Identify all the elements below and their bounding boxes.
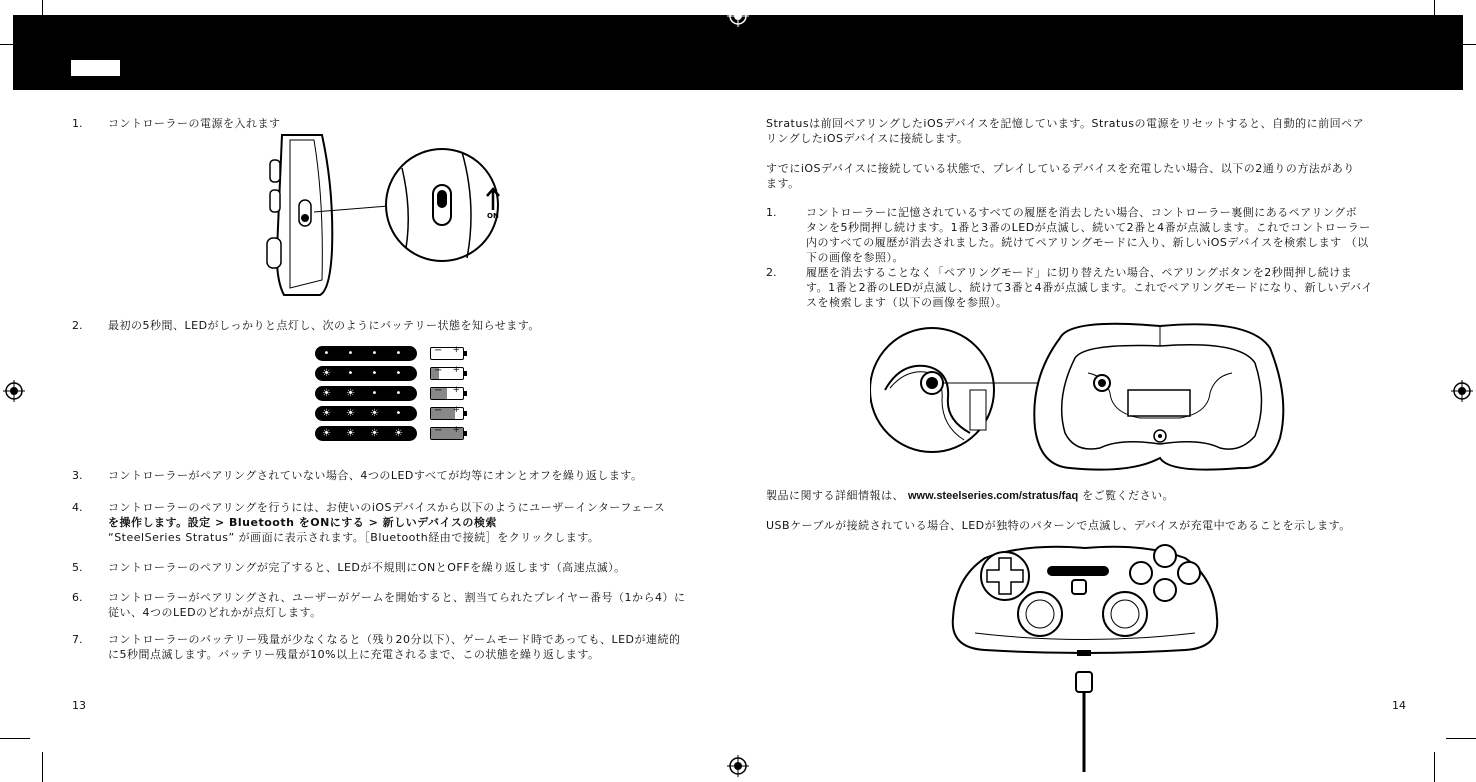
step-text: コントローラーのペアリングが完了すると、LEDが不規則にONとOFFを繰り返します（高速点滅）。 [108,561,626,574]
usb-note: USBケーブルが接続されている場合、LEDが独特のパターンで点滅し、デバイスが充電中であることを示します。 [766,519,1351,532]
minus-icon: − [434,425,443,436]
led-off-icon: • [395,408,402,419]
led-on-icon: ☀ [322,408,331,419]
info-text [766,488,1174,504]
led-on-icon: ☀ [322,388,331,399]
crop-mark [0,738,30,739]
crop-mark [1434,752,1435,782]
step-text: 下の画像を参照）。 [806,251,904,264]
step-text: “SteelSeries Stratus” が画面に表示されます。［Bluetooth経由で接続］をクリックします。 [108,531,600,544]
plus-icon: + [452,365,460,375]
usb-charging-illustration [945,538,1225,772]
step-text: スを検索します（以下の画像を参照）。 [806,296,1008,309]
battery-icon [430,387,464,400]
led-on-icon: ☀ [322,428,331,439]
intro-text: リングしたiOSデバイスに接続します。 [766,132,969,145]
step-text: タンを5秒間押し続けます。1番と3番のLEDが点滅し、続いて2番と4番が点滅します。これでコントローラー [806,221,1371,234]
page-number: 13 [72,699,86,712]
step-number: 7. [72,633,83,646]
step-number: 1. [72,117,83,130]
info-suffix: をご覧ください。 [1082,489,1175,502]
step-text: 従い、4つのLEDのどれかが点灯します。 [108,606,322,619]
led-on-icon: ☀ [370,428,379,439]
faq-link[interactable]: www.steelseries.com/stratus/faq [908,490,1079,502]
battery-icon [430,347,464,360]
registration-mark-icon [1451,380,1473,402]
step-number: 3. [72,469,83,482]
step-text: コントローラーがペアリングされ、ユーザーがゲームを開始すると、割当てられたプレイヤー番号（1から4）に [108,591,686,604]
info-prefix: 製品に関する詳細情報は、 [766,489,904,502]
registration-mark-icon [3,380,25,402]
minus-icon: − [434,405,443,416]
plus-icon: + [452,405,460,415]
led-row [315,406,417,421]
step-text: 最初の5秒間、LEDがしっかりと点灯し、次のようにバッテリー状態を知らせます。 [108,319,540,332]
battery-tip [464,431,467,436]
on-label: ON [487,212,499,220]
led-off-icon: • [347,368,354,379]
step-text: 履歴を消去することなく「ペアリングモード」に切り替えたい場合、ペアリングボタンを2秒間押し続けま [806,266,1353,279]
page-number: 14 [1392,699,1406,712]
step-text: す。1番と2番のLEDが点滅し、続けて3番と4番が点滅します。これでペアリングモードになり、新しいデバイ [806,281,1374,294]
battery-tip [464,391,467,396]
led-off-icon: • [371,388,378,399]
intro-text: すでにiOSデバイスに接続している状態で、プレイしているデバイスを充電したい場合、以下の2通りの方法があり [766,162,1355,175]
led-row [315,346,417,361]
battery-tip [464,351,467,356]
led-row [315,366,417,381]
step-number: 6. [72,591,83,604]
step-number: 5. [72,561,83,574]
led-off-icon: • [347,348,354,359]
step-number: 2. [72,319,83,332]
led-off-icon: • [395,348,402,359]
language-tab [71,60,120,76]
minus-icon: − [434,345,443,356]
intro-text: Stratusは前回ペアリングしたiOSデバイスを記憶しています。Stratusの電源をリセットすると、自動的に前回ペア [766,117,1365,130]
intro-text: ます。 [766,177,800,190]
plus-icon: + [452,385,460,395]
minus-icon: − [434,385,443,396]
led-off-icon: • [371,348,378,359]
step-number: 2. [766,266,777,279]
step-text: コントローラーのバッテリー残量が少なくなると（残り20分以下）、ゲームモード時であっても、LEDが連続的 [108,633,681,646]
step-number: 4. [72,501,83,514]
led-on-icon: ☀ [322,368,331,379]
battery-icon [430,427,464,440]
led-row [315,426,417,441]
step-text: コントローラーの電源を入れます [108,117,281,130]
plus-icon: + [452,345,460,355]
step-text: コントローラーがペアリングされていない場合、4つのLEDすべてが均等にオンとオフを繰り返します。 [108,469,643,482]
step-text-bold: を操作します。設定 > Bluetooth をONにする > 新しいデバイスの検索 [108,516,497,529]
led-on-icon: ☀ [370,408,379,419]
battery-tip [464,411,467,416]
step-text: コントローラーのペアリングを行うには、お使いのiOSデバイスから以下のようにユーザーインターフェース [108,501,666,514]
registration-mark-icon [727,755,749,777]
step-text: 内のすべての履歴が消去されました。続けてペアリングモードに入り、新しいiOSデバイスを検索します （以 [806,236,1369,249]
crop-mark [1446,738,1476,739]
pairing-button-illustration [870,318,1290,476]
minus-icon: − [434,365,443,376]
led-off-icon: • [323,348,330,359]
led-off-icon: • [371,368,378,379]
battery-tip [464,371,467,376]
step-text: コントローラーに記憶されているすべての履歴を消去したい場合、コントローラー裏側にあるペアリングボ [806,206,1358,219]
plus-icon: + [452,425,460,435]
led-on-icon: ☀ [346,388,355,399]
crop-mark [42,752,43,782]
step-text: に5秒間点滅します。バッテリー残量が10%以上に充電されるまで、この状態を繰り返します。 [108,648,600,661]
led-row [315,386,417,401]
step-number: 1. [766,206,777,219]
led-off-icon: • [395,388,402,399]
led-off-icon: • [395,368,402,379]
led-on-icon: ☀ [394,428,403,439]
power-switch-illustration [262,130,512,300]
led-on-icon: ☀ [346,408,355,419]
led-on-icon: ☀ [346,428,355,439]
registration-mark-icon [727,5,749,27]
battery-icon [430,407,464,420]
battery-icon [430,367,464,380]
